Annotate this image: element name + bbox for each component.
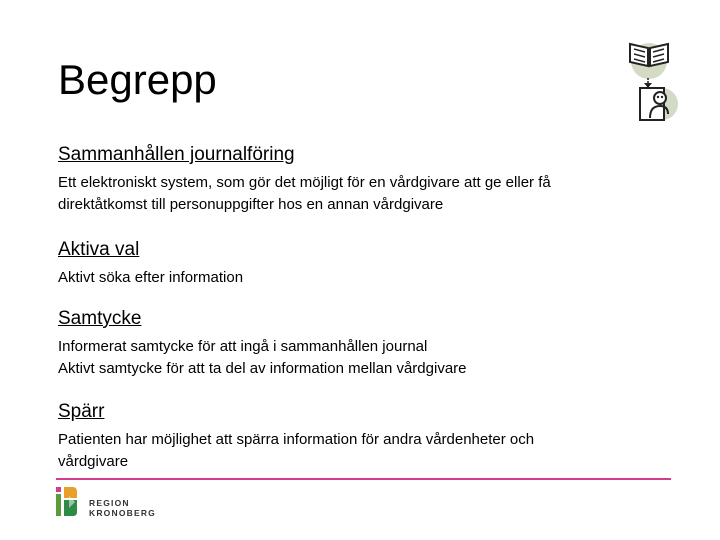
section-heading: Samtycke: [58, 308, 142, 329]
open-book-icon: [624, 36, 674, 82]
section-heading: Sammanhållen journalföring: [58, 144, 295, 165]
section-text-line: Aktivt samtycke för att ta del av information mellan vårdgivare: [58, 360, 467, 377]
footer-divider: [56, 478, 671, 480]
logo-line-kronoberg: KRONOBERG: [89, 508, 156, 518]
section-samtycke: [58, 308, 658, 380]
section-heading: Aktiva val: [58, 239, 140, 260]
section-text-line: direktåtkomst till personuppgifter hos en annan vårdgivare: [58, 196, 444, 213]
section-text-line: Informerat samtycke för att ingå i sammanhållen journal: [58, 338, 428, 355]
slide-title: Begrepp: [58, 56, 217, 103]
section-heading: Spärr: [58, 401, 105, 422]
section-sparr: [58, 401, 658, 473]
section-sammanhallen-journalforing: [58, 144, 658, 216]
section-text-line: vårdgivare: [58, 453, 129, 470]
logo-wordmark: [89, 498, 156, 518]
logo-line-region: REGION: [89, 498, 130, 508]
section-text-line: Patienten har möjlighet att spärra information för andra vårdenheter och: [58, 431, 535, 448]
section-text-line: Ett elektroniskt system, som gör det möjligt för en vårdgivare att ge eller få: [58, 174, 551, 191]
person-document-icon: [636, 84, 680, 124]
section-aktiva-val: [58, 239, 658, 289]
section-text-line: Aktivt söka efter information: [58, 269, 244, 286]
